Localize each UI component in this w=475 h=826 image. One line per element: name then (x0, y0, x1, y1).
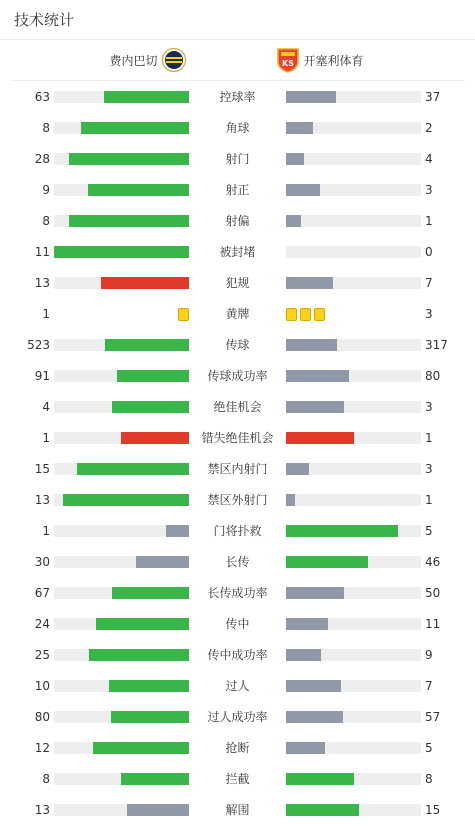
away-bar-fill (286, 184, 320, 196)
home-value: 9 (42, 183, 50, 197)
svg-text:KS: KS (281, 59, 294, 68)
home-value: 11 (34, 245, 50, 259)
away-value: 3 (425, 462, 433, 476)
away-value: 9 (425, 648, 433, 662)
stat-label: 射门 (225, 152, 250, 166)
home-bar-track (54, 122, 189, 134)
away-bar-track (286, 246, 421, 258)
home-bar-fill (69, 153, 189, 165)
home-team (10, 48, 238, 72)
home-value: 13 (34, 493, 50, 507)
away-bar-fill (286, 773, 354, 785)
home-value: 28 (34, 152, 50, 166)
away-bar-fill (286, 215, 301, 227)
home-bar-track (54, 773, 189, 785)
home-bar-track (54, 804, 189, 816)
away-bar-track (286, 91, 421, 103)
home-value: 8 (42, 772, 50, 786)
stat-label: 错失绝佳机会 (201, 431, 274, 445)
away-bar-fill (286, 401, 344, 413)
home-bar-fill (136, 556, 189, 568)
stat-label: 传球成功率 (207, 369, 268, 383)
yellow-card-icon (314, 308, 325, 321)
yellow-card-icon (300, 308, 311, 321)
home-value: 10 (34, 679, 50, 693)
home-bar-track (54, 742, 189, 754)
stat-label: 射正 (225, 183, 250, 197)
away-value: 5 (425, 524, 433, 538)
home-bar-track (54, 401, 189, 413)
home-bar-track (54, 153, 189, 165)
stat-row (0, 307, 475, 321)
home-bar-track (54, 246, 189, 258)
away-bar-track (286, 773, 421, 785)
yellow-card-icon (178, 308, 189, 321)
home-bar-fill (81, 122, 189, 134)
home-value: 15 (34, 462, 50, 476)
home-value: 1 (42, 431, 50, 445)
away-bar-track (286, 742, 421, 754)
stat-label: 抢断 (225, 741, 250, 755)
away-team-name: 开塞利体育 (303, 53, 364, 68)
away-bar-fill (286, 556, 368, 568)
away-bar-track (286, 184, 421, 196)
stat-label: 长传成功率 (207, 586, 268, 600)
teams-row (10, 40, 465, 81)
home-bar-track (54, 556, 189, 568)
away-value: 3 (425, 307, 433, 321)
away-bar-fill (286, 711, 343, 723)
home-bar-track (54, 277, 189, 289)
stat-label: 绝佳机会 (213, 400, 262, 414)
home-bar-fill (69, 215, 189, 227)
home-bar-track (54, 370, 189, 382)
away-yellow-cards (286, 307, 325, 321)
away-value: 46 (425, 555, 441, 569)
away-bar-fill (286, 525, 398, 537)
home-value: 523 (27, 338, 50, 352)
home-yellow-cards (178, 307, 189, 321)
stat-label: 控球率 (219, 90, 256, 104)
away-bar-fill (286, 370, 349, 382)
stat-row (0, 772, 475, 786)
home-value: 4 (42, 400, 50, 414)
home-bar-track (54, 432, 189, 444)
away-bar-track (286, 432, 421, 444)
away-value: 57 (425, 710, 441, 724)
stat-row (0, 90, 475, 104)
away-bar-track (286, 122, 421, 134)
away-bar-fill (286, 153, 304, 165)
away-bar-fill (286, 649, 321, 661)
away-bar-track (286, 277, 421, 289)
away-bar-fill (286, 494, 295, 506)
home-bar-fill (117, 370, 189, 382)
home-team-name: 费内巴切 (109, 53, 158, 68)
stat-row (0, 710, 475, 724)
stat-label: 禁区内射门 (207, 462, 268, 476)
home-bar-fill (96, 618, 189, 630)
away-value: 0 (425, 245, 433, 259)
home-value: 30 (34, 555, 50, 569)
section-title: 技术统计 (14, 11, 75, 29)
home-bar-track (54, 494, 189, 506)
away-value: 50 (425, 586, 441, 600)
home-bar-track (54, 525, 189, 537)
away-value: 1 (425, 214, 433, 228)
home-bar-track (54, 91, 189, 103)
away-bar-fill (286, 432, 354, 444)
home-bar-fill (93, 742, 189, 754)
home-bar-track (54, 215, 189, 227)
home-bar-track (54, 587, 189, 599)
stat-row (0, 803, 475, 817)
section-header (0, 0, 475, 40)
home-bar-fill (112, 587, 189, 599)
away-value: 1 (425, 431, 433, 445)
away-team (238, 47, 466, 73)
away-value: 3 (425, 400, 433, 414)
away-bar-fill (286, 122, 313, 134)
home-bar-fill (127, 804, 189, 816)
stat-row (0, 741, 475, 755)
stat-row (0, 276, 475, 290)
home-value: 63 (34, 90, 50, 104)
home-bar-track (54, 339, 189, 351)
stat-row (0, 524, 475, 538)
stat-label: 传中成功率 (207, 648, 268, 662)
home-value: 1 (42, 524, 50, 538)
home-value: 1 (42, 307, 50, 321)
away-bar-track (286, 463, 421, 475)
away-value: 37 (425, 90, 441, 104)
away-bar-track (286, 401, 421, 413)
home-bar-track (54, 649, 189, 661)
home-value: 91 (34, 369, 50, 383)
home-bar-fill (101, 277, 189, 289)
stat-label: 拦截 (225, 772, 250, 786)
stat-label: 解围 (225, 803, 250, 817)
home-bar-track (54, 463, 189, 475)
away-bar-track (286, 153, 421, 165)
away-bar-track (286, 649, 421, 661)
home-value: 24 (34, 617, 50, 631)
away-value: 11 (425, 617, 441, 631)
away-bar-track (286, 525, 421, 537)
stat-row (0, 648, 475, 662)
stat-label: 门将扑救 (213, 524, 262, 538)
away-value: 317 (425, 338, 448, 352)
home-value: 80 (34, 710, 50, 724)
stat-label: 犯规 (225, 276, 250, 290)
stat-row (0, 462, 475, 476)
fenerbahce-crest-icon (162, 48, 186, 72)
home-bar-fill (166, 525, 189, 537)
home-bar-fill (63, 494, 189, 506)
stat-row (0, 369, 475, 383)
home-value: 13 (34, 276, 50, 290)
stat-label: 角球 (225, 121, 250, 135)
away-value: 5 (425, 741, 433, 755)
stat-label: 长传 (225, 555, 250, 569)
away-value: 2 (425, 121, 433, 135)
home-bar-track (54, 184, 189, 196)
home-value: 8 (42, 121, 50, 135)
away-bar-track (286, 494, 421, 506)
away-bar-fill (286, 339, 337, 351)
stat-row (0, 586, 475, 600)
away-value: 7 (425, 679, 433, 693)
away-bar-track (286, 370, 421, 382)
stat-row (0, 152, 475, 166)
home-bar-fill (77, 463, 189, 475)
away-bar-fill (286, 618, 328, 630)
away-bar-fill (286, 804, 359, 816)
home-bar-fill (104, 91, 189, 103)
away-bar-track (286, 587, 421, 599)
stat-row (0, 400, 475, 414)
stat-row (0, 555, 475, 569)
away-bar-track (286, 618, 421, 630)
away-bar-track (286, 556, 421, 568)
home-value: 67 (34, 586, 50, 600)
away-bar-fill (286, 742, 325, 754)
away-bar-fill (286, 91, 336, 103)
stat-row (0, 617, 475, 631)
stat-label: 传球 (225, 338, 250, 352)
stat-label: 传中 (225, 617, 250, 631)
home-bar-fill (111, 711, 189, 723)
away-bar-fill (286, 587, 344, 599)
stat-row (0, 338, 475, 352)
stat-row (0, 431, 475, 445)
home-bar-fill (121, 773, 189, 785)
home-bar-track (54, 680, 189, 692)
stat-row (0, 214, 475, 228)
stat-row (0, 121, 475, 135)
away-value: 4 (425, 152, 433, 166)
stat-label: 过人成功率 (207, 710, 268, 724)
away-bar-track (286, 804, 421, 816)
stat-row (0, 679, 475, 693)
away-bar-track (286, 339, 421, 351)
home-value: 25 (34, 648, 50, 662)
stat-row (0, 245, 475, 259)
away-value: 1 (425, 493, 433, 507)
home-bar-track (54, 618, 189, 630)
home-bar-fill (121, 432, 189, 444)
home-bar-track (54, 711, 189, 723)
away-bar-track (286, 711, 421, 723)
home-bar-fill (112, 401, 189, 413)
home-bar-fill (109, 680, 189, 692)
home-bar-fill (88, 184, 189, 196)
away-bar-track (286, 215, 421, 227)
stat-label: 黄牌 (225, 307, 250, 321)
home-bar-fill (89, 649, 189, 661)
away-bar-fill (286, 463, 309, 475)
away-value: 80 (425, 369, 441, 383)
stat-label: 过人 (225, 679, 250, 693)
home-bar-fill (105, 339, 189, 351)
away-value: 15 (425, 803, 441, 817)
home-value: 13 (34, 803, 50, 817)
away-bar-fill (286, 277, 333, 289)
stat-row (0, 493, 475, 507)
away-value: 8 (425, 772, 433, 786)
home-bar-fill (54, 246, 189, 258)
stat-row (0, 183, 475, 197)
away-bar-fill (286, 680, 341, 692)
away-value: 7 (425, 276, 433, 290)
stat-label: 被封堵 (219, 245, 256, 259)
away-value: 3 (425, 183, 433, 197)
stat-label: 射偏 (225, 214, 250, 228)
away-bar-track (286, 680, 421, 692)
yellow-card-icon (286, 308, 297, 321)
home-value: 12 (34, 741, 50, 755)
stat-label: 禁区外射门 (207, 493, 268, 507)
kayserispor-crest-icon (276, 47, 300, 73)
home-value: 8 (42, 214, 50, 228)
